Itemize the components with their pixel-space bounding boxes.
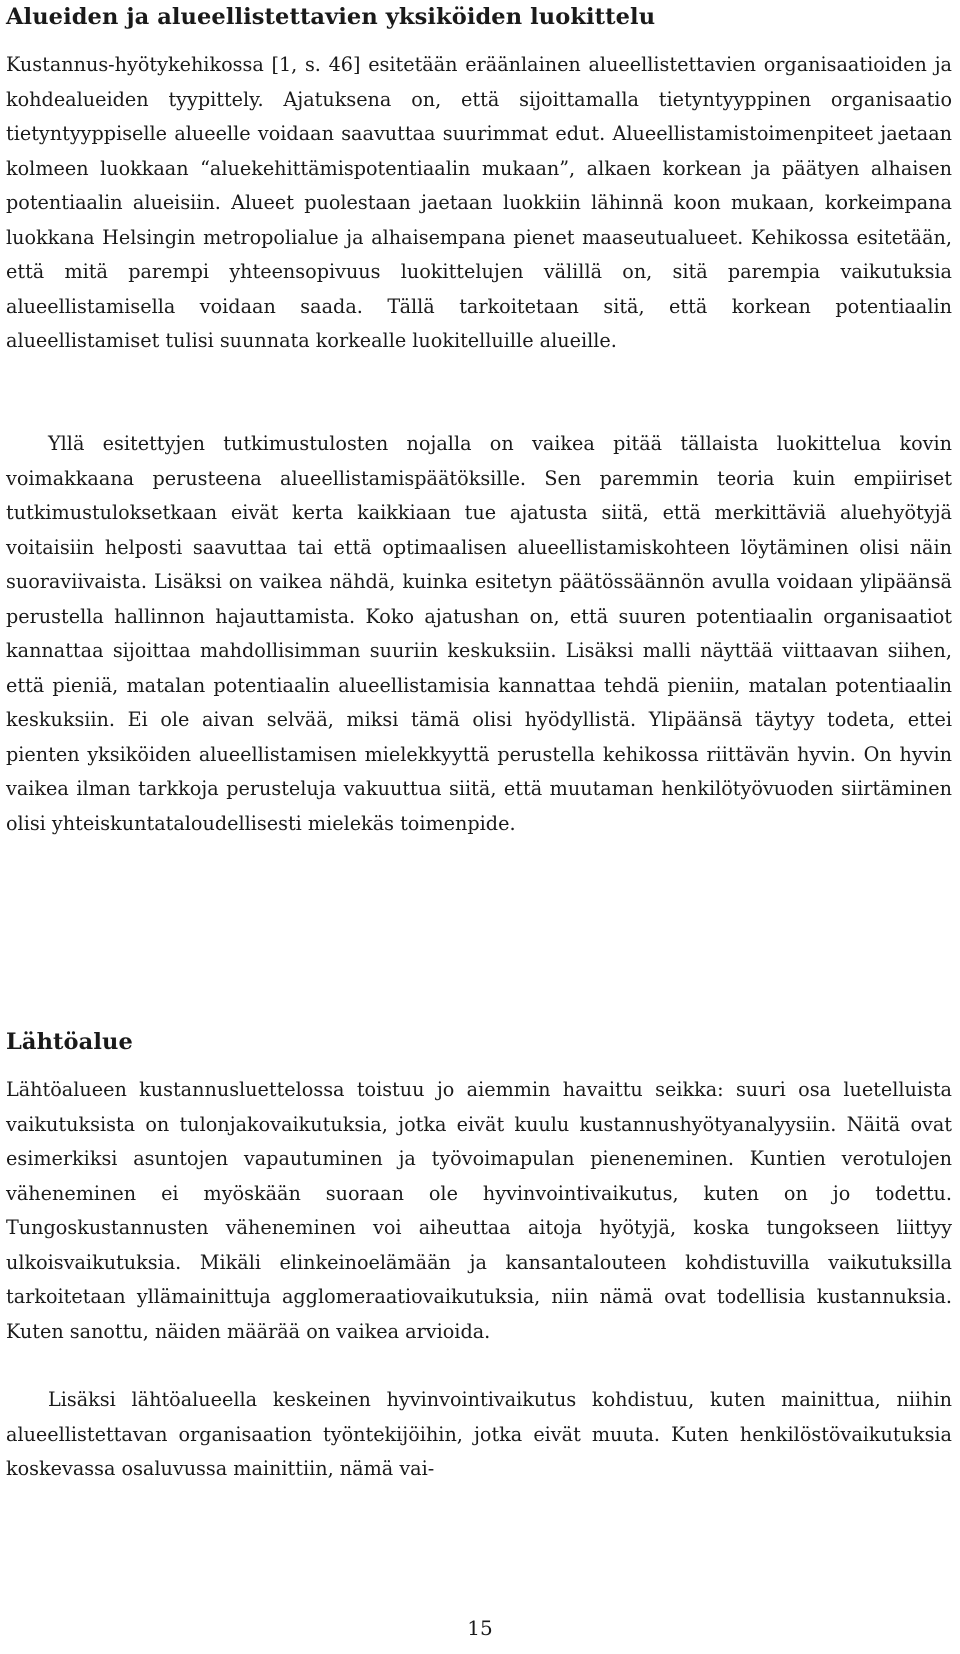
section-heading: Lähtöalue	[6, 1029, 133, 1055]
section-heading: Alueiden ja alueellistettavien yksiköiden luokittelu	[6, 4, 656, 30]
paragraph: Kustannus-hyötykehikossa [1, s. 46] esitetään eräänlainen alueellistettavien organisaatioiden ja kohdealueiden tyypittely. Ajatuksena on, että sijoittamalla tietyntyyppinen organisaatio tietyntyyppiselle alueelle voidaan saavuttaa suurimmat edut. Alueellistamistoimenpiteet jaetaan kolmeen luokkaan “aluekehittämispotentiaalin mukaan”, alkaen korkean ja päätyen alhaisen potentiaalin alueisiin. Alueet puolestaan jaetaan luokkiin lähinnä koon mukaan, korkeimpana luokkana Helsingin metropolialue ja alhaisempana pienet maaseutualueet. Kehikossa esitetään, että mitä parempi yhteensopivuus luokittelujen välillä on, sitä parempia vaikutuksia alueellistamisella voidaan saada. Tällä tarkoitetaan sitä, että korkean potentiaalin alueellistamiset tulisi suunnata korkealle luokitelluille alueille.	[6, 53, 952, 352]
paragraph: Lisäksi lähtöalueella keskeinen hyvinvointivaikutus kohdistuu, kuten mainittua, niihin alueellistettavan organisaation työntekijöihin, jotka eivät muuta. Kuten henkilöstövaikutuksia koskevassa osaluvussa mainittiin, nämä vai-	[6, 1388, 952, 1480]
paragraph: Lähtöalueen kustannusluettelossa toistuu jo aiemmin havaittu seikka: suuri osa luetelluista vaikutuksista on tulonjakovaikutuksia, jotka eivät kuulu kustannushyötyanalyysiin. Näitä ovat esimerkiksi asuntojen vapautuminen ja työvoimapulan pieneneminen. Kuntien verotulojen väheneminen ei myöskään suoraan ole hyvinvointivaikutus, kuten on jo todettu. Tungoskustannusten väheneminen voi aiheuttaa aitoja hyötyjä, koska tungokseen liittyy ulkoisvaikutuksia. Mikäli elinkeinoelämään ja kansantalouteen kohdistuvilla vaikutuksilla tarkoitetaan yllämainittuja agglomeraatiovaikutuksia, niin nämä ovat todellisia kustannuksia. Kuten sanottu, näiden määrää on vaikea arvioida.	[6, 1078, 952, 1343]
paragraph: Yllä esitettyjen tutkimustulosten nojalla on vaikea pitää tällaista luokittelua kovin voimakkaana perusteena alueellistamispäätöksille. Sen paremmin teoria kuin empiiriset tutkimustuloksetkaan eivät kerta kaikkiaan tue ajatusta siitä, että merkittäviä aluehyötyjä voitaisiin helposti saavuttaa tai että optimaalisen alueellistamiskohteen löytäminen olisi näin suoraviivaista. Lisäksi on vaikea nähdä, kuinka esitetyn päätössäännön avulla voidaan ylipäänsä perustella hallinnon hajauttamista. Koko ajatushan on, että suuren potentiaalin organisaatiot kannattaa sijoittaa mahdollisimman suuriin keskuksiin. Lisäksi malli näyttää viittaavan siihen, että pieniä, matalan potentiaalin alueellistamisia kannattaa tehdä pieniin, matalan potentiaalin keskuksiin. Ei ole aivan selvää, miksi tämä olisi hyödyllistä. Ylipäänsä täytyy todeta, ettei pienten yksiköiden alueellistamisen mielekkyyttä perustella kehikossa riittävän hyvin. On hyvin vaikea ilman tarkkoja perusteluja vakuuttua siitä, että muutaman henkilötyövuoden siirtäminen olisi yhteiskuntataloudellisesti mielekäs toimenpide.	[6, 432, 952, 835]
page-number: 15	[467, 1616, 493, 1640]
